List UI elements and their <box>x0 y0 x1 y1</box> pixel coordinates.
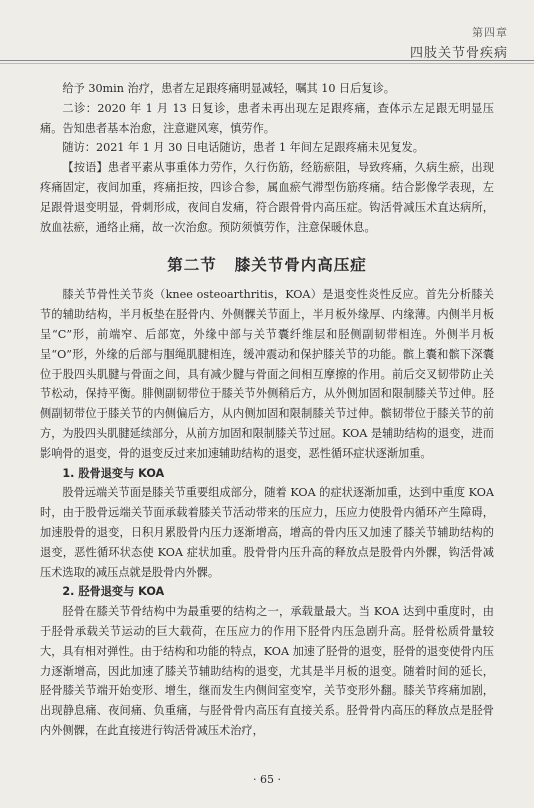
section-number: 第二节 <box>167 255 217 275</box>
body-text <box>40 79 494 741</box>
paragraph: 膝关节骨性关节炎（knee osteoarthritis，KOA）是退变性炎性反应。首先分析膝关节的辅助结构，半月板垫在胫骨内、外侧髁关节面上，半月板外缘厚、内缘薄。内侧半月板呈“C”形，前端窄、后部宽，外缘中部与关节囊纤维层和胫侧副韧带相连。外侧半月板呈“O”形，外缘的后部与腘绳肌腱相连，缓冲震动和保护膝关节的功能。髌上囊和髌下深囊位于股四头肌腱与骨面之间，具有减少腱与骨面之间相互摩擦的作用。前后交叉韧带防止关节松动，保持平衡。腓侧副韧带位于膝关节外侧稍后方，从外侧加固和限制膝关节过伸。胫侧副韧带位于膝关节的内侧偏后方，从内侧加固和限制膝关节过伸。髌韧带位于膝关节的前方，为股四头肌腱延续部分，从前方加固和限制膝关节过屈。KOA 是辅助结构的退变，进而影响骨的退变，骨的退变反过来加速辅助结构的退变，恶性循环症状逐渐加重。 <box>40 288 494 460</box>
paragraph: 胫骨在膝关节骨结构中为最重要的结构之一，承载量最大。当 KOA 达到中重度时，由于胫骨承载关节运动的巨大载荷，在压应力的作用下胫骨内压急剧升高。胫骨松质骨量较大，具有相对弹性。由于结构和功能的特点，KOA 加速了胫骨的退变，胫骨的退变使骨内压力逐渐增高，因此加速了膝关节辅助结构的退变，尤其是半月板的退变。随着时间的延长，胫骨膝关节端开始变形、增生，继而发生内侧间室变窄，关节变形外翻。膝关节疼痛加剧，出现静息痛、夜间痛、负重痛，与胫骨骨内高压有直接关系。胫骨骨内高压的释放点是胫骨内外侧髁，在此直接进行钩活骨减压术治疗， <box>40 605 494 737</box>
section-title: 膝关节骨内高压症 <box>234 255 367 275</box>
paragraph: 股骨远端关节面是膝关节重要组成部分，随着 KOA 的症状逐渐加重，达到中重度 KOA 时，由于股骨远端关节面承载着膝关节活动带来的压应力，压应力使股骨内循环产生障碍，加速股骨的退变，日积月累股骨内压力逐渐增高，增高的骨内压又加速了膝关节辅助结构的退变，恶性循环状态使 KOA 症状加重。股骨骨内压升高的释放点是股骨内外髁，钩活骨减压术选取的减压点就是股骨内外髁。 <box>40 486 494 579</box>
header-rule-thin <box>0 63 534 64</box>
header-rule <box>0 60 534 61</box>
chapter-label: 第四章 <box>472 26 508 39</box>
section-heading <box>40 253 494 275</box>
paragraph: 二诊：2020 年 1 月 13 日复诊，患者未再出现左足跟疼痛，查体示左足跟无明显压痛。告知患者基本治愈，注意避风寒，慎劳作。 <box>40 101 494 135</box>
paragraph: 【按语】患者平素从事重体力劳作，久行伤筋，经筋瘀阻，导致疼痛，久病生瘀，出现疼痛固定，夜间加重，疼痛拒按，四诊合参，属血瘀气滞型伤筋疼痛。结合影像学表现，左足跟骨退变明显，骨刺形成，夜间自发痛，符合跟骨骨内高压症。钩活骨减压术直达病所，放血祛瘀，通络止痛，故一次治愈。预防须慎劳作，注意保暖休息。 <box>40 161 494 234</box>
page-number: · 65 · <box>253 773 281 786</box>
paragraph: 给予 30min 治疗，患者左足跟疼痛明显减轻，嘱其 10 日后复诊。 <box>62 82 395 95</box>
subsection-heading: 2. 胫骨退变与 KOA <box>62 585 165 599</box>
paragraph: 随访：2021 年 1 月 30 日电话随访，患者 1 年间左足跟疼痛未见复发。 <box>62 141 424 155</box>
chapter-title: 四肢关节骨疾病 <box>409 46 508 61</box>
subsection-heading: 1. 股骨退变与 KOA <box>62 466 165 480</box>
